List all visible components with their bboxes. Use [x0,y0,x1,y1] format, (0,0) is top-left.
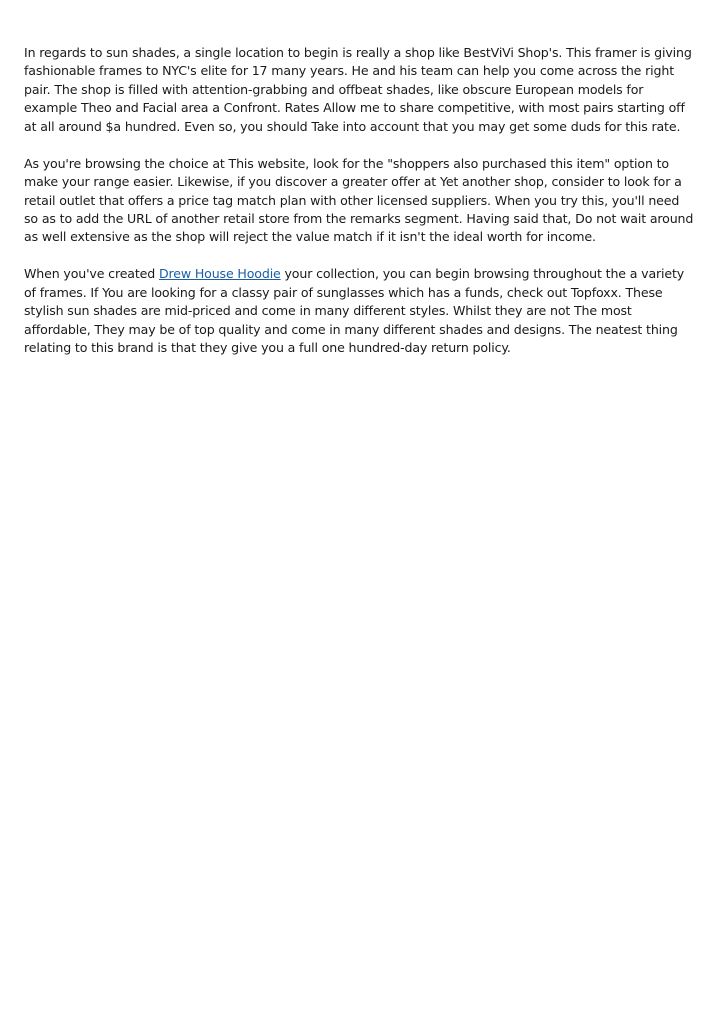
paragraph-3-text-after: your collection, you can begin browsing throughout the a variety of frames. If You are looking for a classy pair of sunglasses which has a funds, check out Topfoxx. These stylish sun shades are mid-priced and come in many different styles. Whilst they are not The most affordable, They may be of top quality and come in many different shades and designs. The neatest thing relating to this brand is that they give you a full one hundred-day return policy. [24,266,685,356]
drew-house-hoodie-link[interactable]: Drew House Hoodie [158,266,281,282]
paragraph-3-text-before: When you've created [24,266,159,282]
paragraph-1: In regards to sun shades, a single location to begin is really a shop like BestViVi Shop's. This framer is giving fashionable frames to NYC's elite for 17 many years. He and his team can help you come across the right pair. The shop is filled with attention-grabbing and offbeat shades, like obscure European models for example Theo and Facial area a Confront. Rates Allow me to share competitive, with most pairs starting off at all around $a hundred. Even so, you should Take into account that you may get some duds for this rate. [24,45,692,134]
paragraph-2: As you're browsing the choice at This website, look for the "shoppers also purchased this item" option to make your range easier. Likewise, if you discover a greater offer at Yet another shop, consider to look for a retail outlet that offers a price tag match plan with other licensed suppliers. When you try this, you'll need so as to add the URL of another retail store from the remarks segment. Having said that, Do not wait around as well extensive as the shop will reject the value match if it isn't the ideal worth for income. [24,155,694,245]
paragraph-3 [24,265,696,357]
article-body [24,44,696,376]
